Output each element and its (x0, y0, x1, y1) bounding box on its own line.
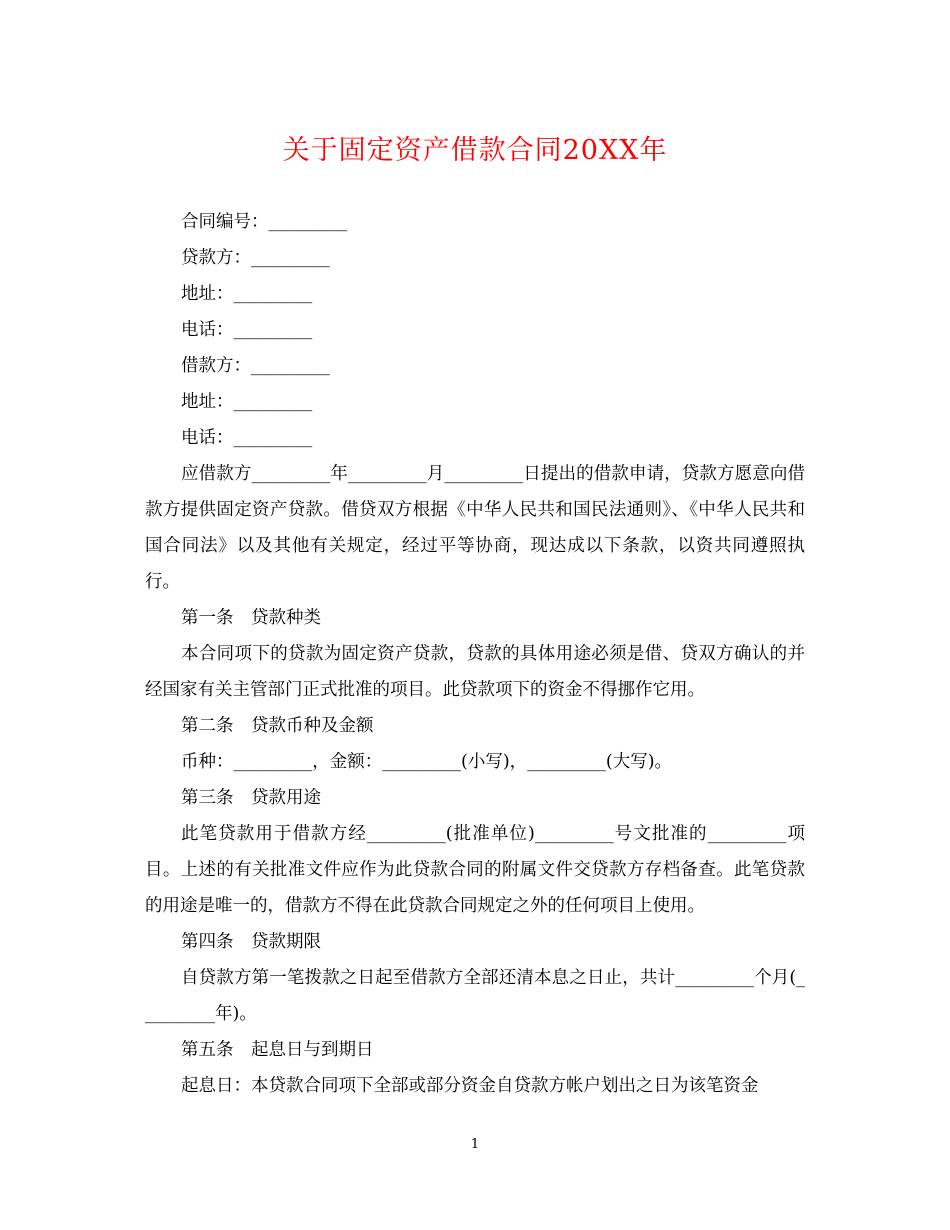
article-1-heading: 第一条 贷款种类 (181, 608, 321, 628)
article-3-paragraph: 此笔贷款用于借款方经_________(批准单位)_________号文批准的_________项目。上述的有关批准文件应作为此贷款合同的附属文件交贷款方存档备查。此笔贷款的用途是唯一的，借款方不得在此贷款合同规定之外的任何项目上使用。 (145, 824, 805, 916)
article-4-paragraph: 自贷款方第一笔拨款之日起至借款方全部还清本息之日止，共计_________个月(_________年)。 (145, 968, 805, 1024)
document-title: 关于固定资产借款合同20XX年 (282, 135, 668, 166)
article-1-paragraph: 本合同项下的贷款为固定资产贷款，贷款的具体用途必须是借、贷双方确认的并经国家有关主管部门正式批准的项目。此贷款项下的资金不得挪作它用。 (145, 644, 805, 700)
lender-address-line: 地址：_________ (181, 284, 313, 304)
lender-phone-line: 电话：_________ (181, 320, 313, 340)
article-2-paragraph: 币种：_________，金额：_________(小写)，_________(大写)。 (181, 752, 673, 772)
borrower-address-line: 地址：_________ (181, 392, 313, 412)
article-4-heading: 第四条 贷款期限 (181, 932, 321, 952)
lender-line: 贷款方：_________ (181, 248, 330, 268)
article-3-heading: 第三条 贷款用途 (181, 788, 321, 808)
contract-number-line: 合同编号：_________ (181, 212, 348, 232)
preamble-paragraph: 应借款方_________年_________月_________日提出的借款申请，贷款方愿意向借款方提供固定资产贷款。借贷双方根据《中华人民共和国民法通则》、《中华人民共和国合同法》以及其他有关规定，经过平等协商，现达成以下条款，以资共同遵照执行。 (145, 464, 805, 592)
article-5-heading: 第五条 起息日与到期日 (181, 1040, 374, 1060)
article-5-paragraph: 起息日：本贷款合同项下全部或部分资金自贷款方帐户划出之日为该笔资金 (181, 1076, 759, 1096)
borrower-line: 借款方：_________ (181, 356, 330, 376)
page-number: 1 (470, 1137, 480, 1152)
borrower-phone-line: 电话：_________ (181, 428, 313, 448)
document-body (145, 204, 805, 1104)
article-2-heading: 第二条 贷款币种及金额 (181, 716, 374, 736)
